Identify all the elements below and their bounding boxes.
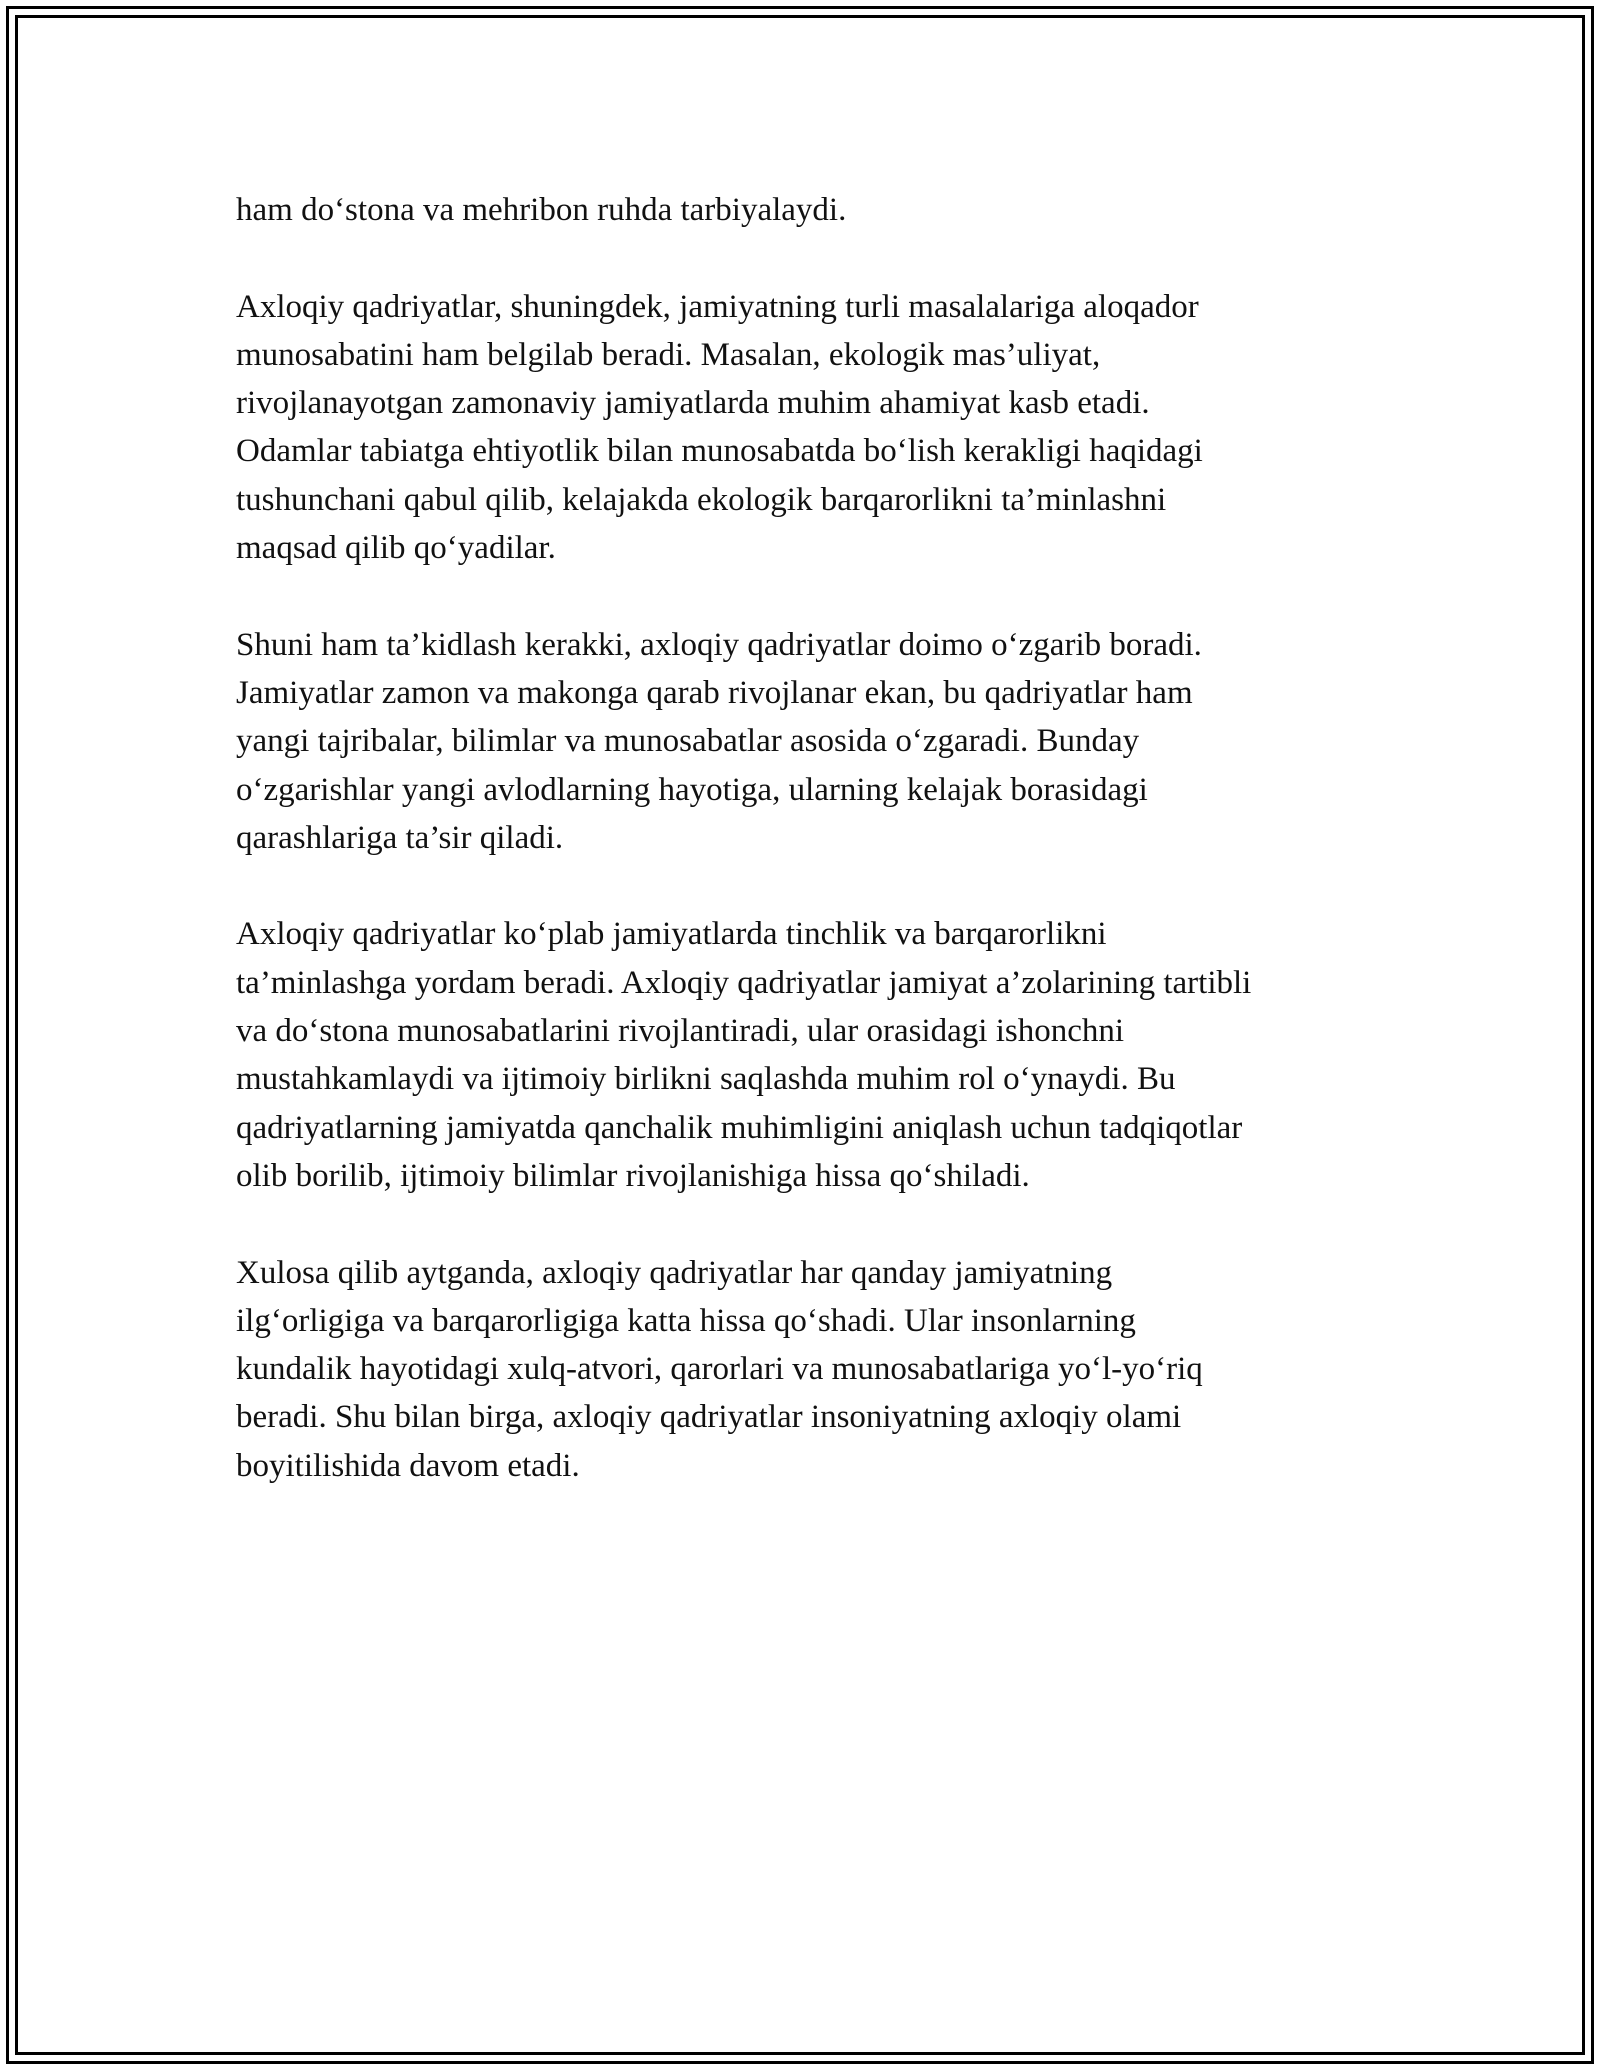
paragraph-conclusion: Xulosa qilib aytganda, axloqiy qadriyatlar har qanday jamiyatning ilg‘orligiga va barqarorligiga katta hissa qo‘shadi. Ular insonlarning kundalik hayotidagi xulq-atvori, qarorlari va munosabatlariga yo‘l-yo‘riq beradi. Shu bilan birga, axloqiy qadriyatlar insoniyatning axloqiy olami boyitilishida davom etadi. [236,1254,1203,1484]
paragraph-ecological-responsibility: Axloqiy qadriyatlar, shuningdek, jamiyatning turli masalalariga aloqador munosabatini ham belgilab beradi. Masalan, ekologik mas’uliyat, rivojlanayotgan zamonaviy jamiyatlarda muhim ahamiyat kasb etadi. Odamlar tabiatga ehtiyotlik bilan munosabatda bo‘lish kerakligi haqidagi tushunchani qabul qilib, kelajakda ekologik barqarorlikni ta’minlashni maqsad qilib qo‘yadilar. [236,288,1203,567]
paragraph-continuation: ham do‘stona va mehribon ruhda tarbiyalaydi. [236,192,847,228]
paragraph-peace-stability: Axloqiy qadriyatlar ko‘plab jamiyatlarda tinchlik va barqarorlikni ta’minlashga yordam beradi. Axloqiy qadriyatlar jamiyat a’zolarining tartibli va do‘stona munosabatlarini rivojlantiradi, ular orasidagi ishonchni mustahkamlaydi va ijtimoiy birlikni saqlashda muhim rol o‘ynaydi. Bu qadriyatlarning jamiyatda qanchalik muhimligini aniqlash uchun tadqiqotlar olib borilib, ijtimoiy bilimlar rivojlanishiga hissa qo‘shiladi. [236,916,1252,1194]
paragraph-changing-values: Shuni ham ta’kidlash kerakki, axloqiy qadriyatlar doimo o‘zgarib boradi. Jamiyatlar zamon va makonga qarab rivojlanar ekan, bu qadriyatlar ham yangi tajribalar, bilimlar va munosabatlar asosida o‘zgaradi. Bunday o‘zgarishlar yangi avlodlarning hayotiga, ularning kelajak borasidagi qarashlariga ta’sir qiladi. [236,626,1202,856]
document-body [236,186,1396,1538]
